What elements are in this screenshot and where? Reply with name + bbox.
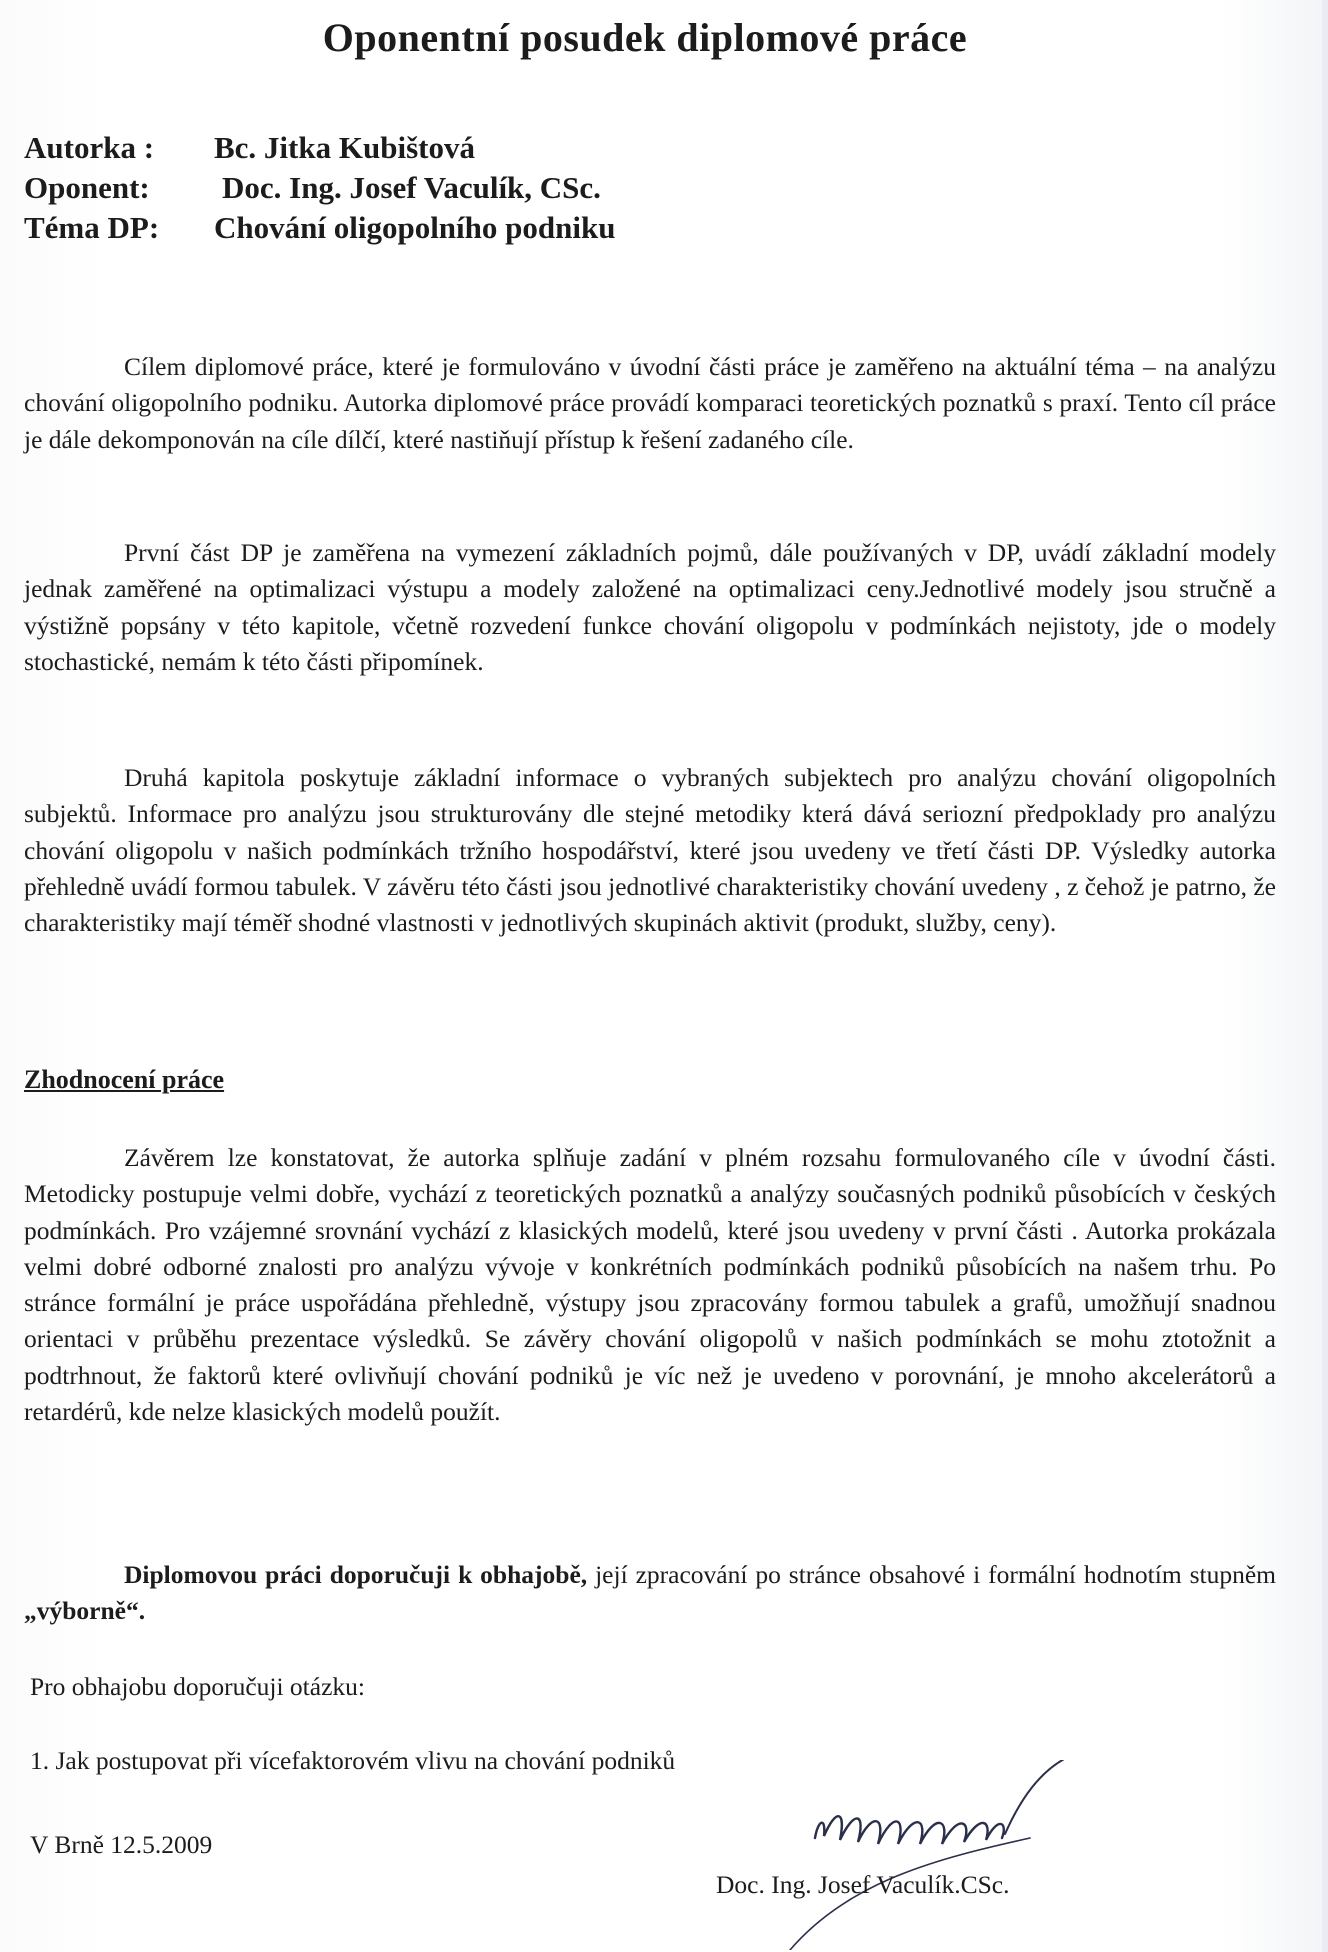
signature-name: Doc. Ing. Josef Vaculík.CSc. — [716, 1870, 1010, 1899]
paragraph-first-part: První část DP je zaměřena na vymezení základních pojmů, dále používaných v DP, uvádí základní modely jednak zaměřené na optimalizaci výstupu a modely založené na optimalizaci ceny.Jednotlivé modely jsou stručně a výstižně popsány v této kapitole, včetně rozvedení funkce chování oligopolu v podmínkách nejistoty, jde o modely stochastické, nemám k této části připomínek. — [24, 538, 1276, 676]
meta-author-label: Autorka : — [24, 130, 155, 165]
meta-topic — [24, 208, 615, 248]
handwritten-signature — [640, 1760, 1200, 1950]
document-meta — [24, 128, 615, 248]
meta-author — [24, 128, 615, 168]
meta-topic-label: Téma DP: — [24, 210, 160, 245]
paragraph-goal: Cílem diplomové práce, které je formulováno v úvodní části práce je zaměřeno na aktuální téma – na analýzu chování oligopolního podniku. Autorka diplomové práce provádí komparaci teoretických poznatků s praxí. Tento cíl práce je dále dekomponován na cíle dílčí, které nastiňují přístup k řešení zadaného cíle. — [24, 352, 1276, 454]
paragraph-second-chapter: Druhá kapitola poskytuje základní informace o vybraných subjektech pro analýzu chování oligopolních subjektů. Informace pro analýzu jsou strukturovány dle stejné metodiky která dává seriozní předpoklady pro analýzu chování oligopolu v našich podmínkách tržního hospodářství, které jsou uvedeny ve třetí části DP. Výsledky autorka přehledně uvádí formou tabulek. V závěru této části jsou jednotlivé charakteristiky chování uvedeny , z čehož je patrno, že charakteristiky mají téměř shodné vlastnosti v jednotlivých skupinách aktivit (produkt, služby, ceny). — [24, 763, 1276, 938]
document-title: Oponentní posudek diplomové práce — [322, 15, 968, 60]
recommendation-bold-lead: Diplomovou práci doporučuji k obhajobě, — [124, 1560, 588, 1589]
recommendation-grade: „výborně“. — [24, 1596, 146, 1626]
question-item: 1. Jak postupovat při vícefaktorovém vlivu na chování podniků — [30, 1746, 676, 1775]
paragraph-recommendation — [24, 1557, 1276, 1630]
question-intro: Pro obhajobu doporučuji otázku: — [30, 1672, 365, 1701]
evaluation-heading: Zhodnocení práce — [24, 1065, 225, 1094]
place-date: V Brně 12.5.2009 — [30, 1830, 213, 1859]
recommendation-text: její zpracování po stránce obsahové i formální hodnotím stupněm — [587, 1560, 1276, 1589]
signature-flourish — [1005, 1760, 1070, 1834]
meta-opponent — [24, 168, 615, 208]
page-edge-shadow — [1322, 0, 1328, 1952]
meta-author-value: Bc. Jitka Kubištová — [214, 130, 475, 165]
meta-opponent-label: Oponent: — [24, 170, 150, 205]
signature-stroke — [815, 1816, 1004, 1844]
meta-opponent-value: Doc. Ing. Josef Vaculík, CSc. — [222, 170, 601, 205]
meta-topic-value: Chování oligopolního podniku — [214, 210, 616, 245]
paragraph-evaluation: Závěrem lze konstatovat, že autorka splňuje zadání v plném rozsahu formulovaného cíle v úvodní části. Metodicky postupuje velmi dobře, vychází z teoretických poznatků a analýzy současných podniků působících v českých podmínkách. Pro vzájemné srovnání vychází z klasických modelů, které jsou uvedeny v první části . Autorka prokázala velmi dobré odborné znalosti pro analýzu vývoje v konkrétních podmínkách podniků působících na našem trhu. Po stránce formální je práce uspořádána přehledně, výstupy jsou zpracovány formou tabulek a grafů, umožňují snadnou orientaci v průběhu prezentace výsledků. Se závěry chování oligopolů v našich podmínkách se mohu ztotožnit a podtrhnout, že faktorů které ovlivňují chování podniků je víc než je uvedeno v porovnání, je mnoho akcelerátorů a retardérů, kde nelze klasických modelů použít. — [24, 1143, 1276, 1427]
